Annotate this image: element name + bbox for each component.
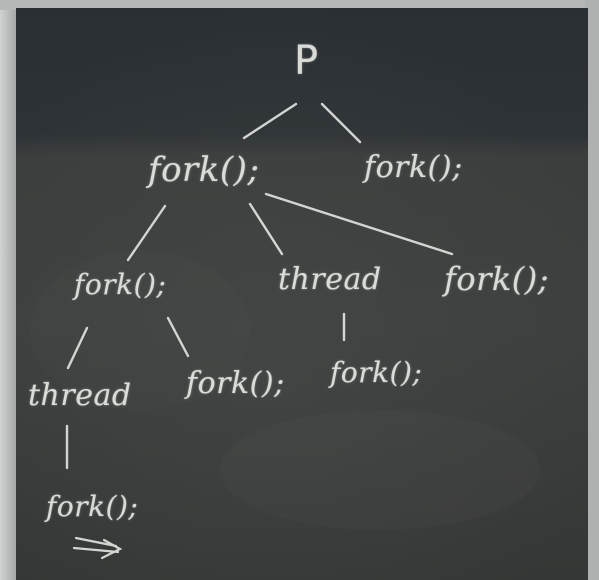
fork-node-5: fork(); [444,260,550,298]
root-process-label: P [294,38,319,84]
fork-node-1: fork(); [148,150,260,190]
fork-node-9: fork(); [46,490,139,523]
fork-node-3: fork(); [74,268,167,301]
board-frame-left [0,0,18,580]
fork-node-7: fork(); [186,366,285,401]
thread-node-6: thread [28,378,132,413]
thread-node-4: thread [278,262,382,297]
fork-node-2: fork(); [364,150,463,185]
fork-node-8: fork(); [330,356,423,389]
